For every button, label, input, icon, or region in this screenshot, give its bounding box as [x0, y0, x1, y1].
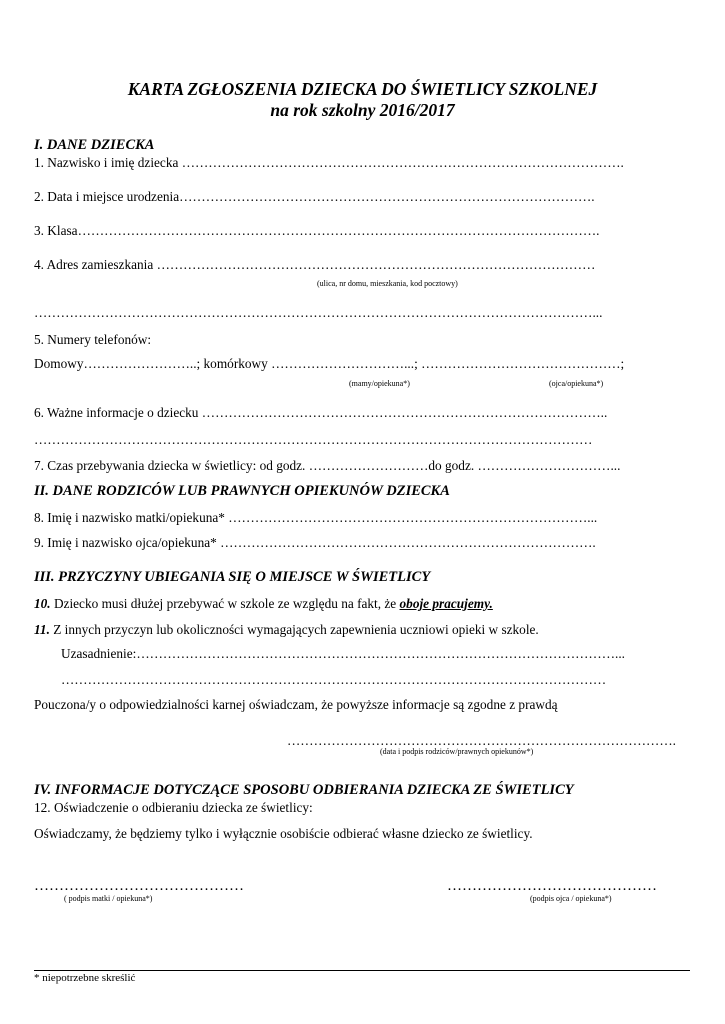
section-4-heading: IV. INFORMACJE DOTYCZĄCE SPOSOBU ODBIERANIA DZIECKA ZE ŚWIETLICY: [34, 782, 574, 798]
mother-signature-hint: ( podpis matki / opiekuna*): [64, 894, 153, 903]
phone-hint-mother: (mamy/opiekuna*): [349, 379, 410, 388]
reason-11[interactable]: [34, 622, 539, 638]
field-justification[interactable]: Uzasadnienie:………………………………………………………………………………………………...: [61, 646, 625, 661]
section-3-heading: III. PRZYCZYNY UBIEGANIA SIĘ O MIEJSCE W ŚWIETLICY: [34, 569, 431, 585]
form-title: KARTA ZGŁOSZENIA DZIECKA DO ŚWIETLICY SZKOLNEJ: [127, 79, 598, 99]
field-father-name[interactable]: 9. Imię i nazwisko ojca/opiekuna* ………………………………………………………………………….: [34, 535, 596, 550]
declaration-text: Pouczona/y o odpowiedzialności karnej oświadczam, że powyższe informacje są zgodne z prawdą: [34, 697, 558, 712]
parents-signature-line[interactable]: …………………………………………………………………………….: [287, 733, 676, 748]
field-child-name[interactable]: 1. Nazwisko i imię dziecka ……………………………………………………………………………………….: [34, 155, 624, 170]
mother-signature-line[interactable]: ……………………………………: [34, 878, 244, 894]
field-address[interactable]: 4. Adres zamieszkania ………………………………………………………………………………………: [34, 257, 596, 272]
father-signature-hint: (podpis ojca / opiekuna*): [530, 894, 612, 903]
pickup-statement: Oświadczamy, że będziemy tylko i wyłącznie osobiście odbierać własne dziecko ze świetlicy.: [34, 826, 533, 841]
father-signature-line[interactable]: ……………………………………: [447, 878, 657, 894]
field-justification-continued[interactable]: ……………………………………………………………………………………………………………: [61, 672, 607, 687]
parents-signature-hint: (data i podpis rodziców/prawnych opiekunów*): [380, 747, 534, 756]
reason-11-number: 11.: [34, 622, 50, 637]
field-important-info-continued[interactable]: ………………………………………………………………………………………………………………: [34, 432, 593, 447]
field-birth-date-place[interactable]: 2. Data i miejsce urodzenia………………………………………………………………………………….: [34, 189, 595, 204]
field-address-continued[interactable]: ………………………………………………………………………………………………………………...: [34, 305, 603, 320]
reason-11-text: Z innych przyczyn lub okoliczności wymagających zapewnienia uczniowi opieki w szkole.: [49, 622, 539, 637]
reason-10-number: 10.: [34, 596, 51, 611]
field-class[interactable]: 3. Klasa……………………………………………………………………………………………………….: [34, 223, 600, 238]
field-phones-label: 5. Numery telefonów:: [34, 332, 152, 347]
section-1-heading: I. DANE DZIECKA: [34, 137, 155, 153]
footnote: * niepotrzebne skreślić: [34, 972, 136, 984]
reason-10-emphasis: oboje pracujemy.: [399, 596, 493, 611]
field-mother-name[interactable]: 8. Imię i nazwisko matki/opiekuna* ………………………………………………………………………...: [34, 510, 598, 525]
pickup-declaration-label: 12. Oświadczenie o odbieraniu dziecka ze świetlicy:: [34, 800, 313, 815]
field-phones[interactable]: Domowy……………………..; komórkowy …………………………...; ………………………………………;: [34, 356, 625, 371]
field-hours[interactable]: 7. Czas przebywania dziecka w świetlicy: od godz. ………………………do godz. …………………………...: [34, 458, 621, 473]
address-hint: (ulica, nr domu, mieszkania, kod pocztowy): [317, 279, 458, 288]
footnote-divider: [34, 970, 690, 971]
reason-10-text: Dziecko musi dłużej przebywać w szkole ze względu na fakt, że: [50, 596, 400, 611]
phone-hint-father: (ojca/opiekuna*): [549, 379, 604, 388]
reason-10[interactable]: [34, 596, 493, 612]
section-2-heading: II. DANE RODZICÓW LUB PRAWNYCH OPIEKUNÓW DZIECKA: [34, 483, 450, 499]
field-important-info[interactable]: 6. Ważne informacje o dziecku ………………………………………………………………………………..: [34, 405, 608, 420]
form-subtitle: na rok szkolny 2016/2017: [270, 100, 455, 120]
